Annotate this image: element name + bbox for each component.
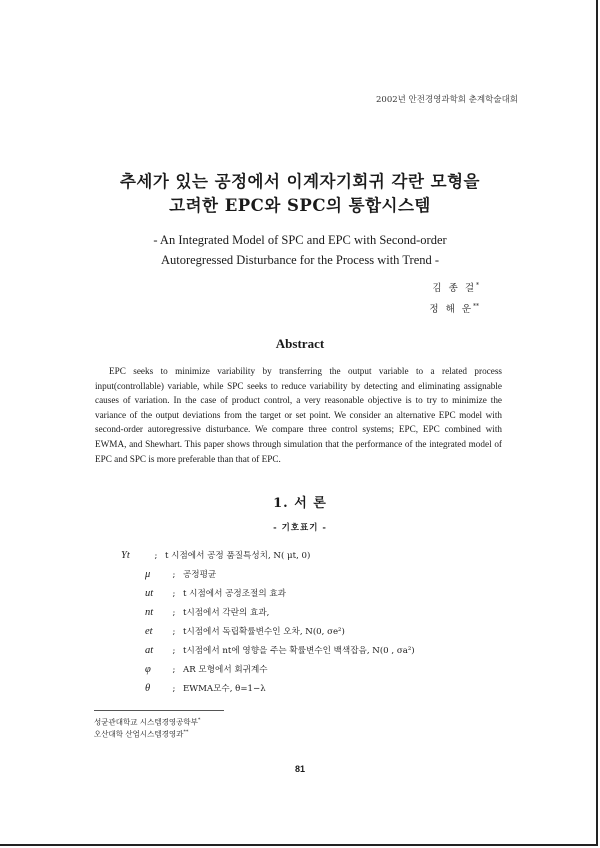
title-en-line-2: Autoregressed Disturbance for the Process with Trend -	[160, 253, 440, 267]
notation-row: Yt ; t 시점에서 공정 품질특성치, N( μt, 0)	[121, 550, 311, 561]
page-number: 81	[294, 764, 305, 774]
abstract-heading: Abstract	[275, 336, 325, 351]
notation-row: nt ; t시점에서 각란의 효과,	[145, 607, 270, 618]
title-line-2: 고려한 EPC와 SPC의 통합시스템	[169, 196, 431, 215]
notation-subheading: - 기호표기 -	[273, 523, 327, 533]
notation-row: et ; t시점에서 독립확률변수인 오차, N(0, σe²)	[145, 626, 345, 637]
author-2: 정 해 운**	[429, 303, 479, 316]
notation-row: ut ; t 시점에서 공정조절의 효과	[145, 588, 286, 599]
footnote-affiliation-1: 성균관대학교 시스템경영공학부*	[94, 717, 201, 727]
notation-row: μ ; 공정평균	[145, 569, 217, 580]
paper-title-korean	[0, 170, 600, 218]
notation-row: θ ; EWMA모수, θ=1−λ	[145, 683, 266, 694]
footnote-divider	[94, 710, 224, 711]
section-heading: 1. 서 론	[273, 496, 327, 511]
conference-header: 2002년 안전경영과학회 춘계학술대회	[376, 95, 518, 105]
notation-row: φ ; AR 모형에서 회귀계수	[145, 664, 268, 675]
title-line-1: 추세가 있는 공정에서 이계자기회귀 각란 모형을	[119, 172, 480, 191]
title-en-line-1: - An Integrated Model of SPC and EPC with Second-order	[153, 233, 447, 247]
paper-title-english	[0, 230, 600, 270]
author-list	[429, 277, 479, 319]
abstract-body: EPC seeks to minimize variability by transferring the output variable to a related process input(controllable) variable, while SPC seeks to reduce variability by detecting and eliminating assignable causes of variation. In the case of product control, a very reasonable objective is to try to minimize the variance of the output deviations from the target or set point. We consider an alternative EPC model with second-order autoregressive disturbance. We compare three control systems; EPC, EPC combined with EWMA, and Shewhart. This paper shows through simulation that the performance of the integrated model of EPC and SPC is more preferable than that of EPC.	[95, 366, 502, 464]
notation-row: at ; t시점에서 nt에 영향을 주는 확률변수인 백색잡음, N(0 , σa²)	[145, 645, 415, 656]
author-1: 김 종 걸*	[432, 282, 479, 295]
footnote-affiliation-2: 오산대학 산업시스템경영과**	[94, 729, 189, 739]
